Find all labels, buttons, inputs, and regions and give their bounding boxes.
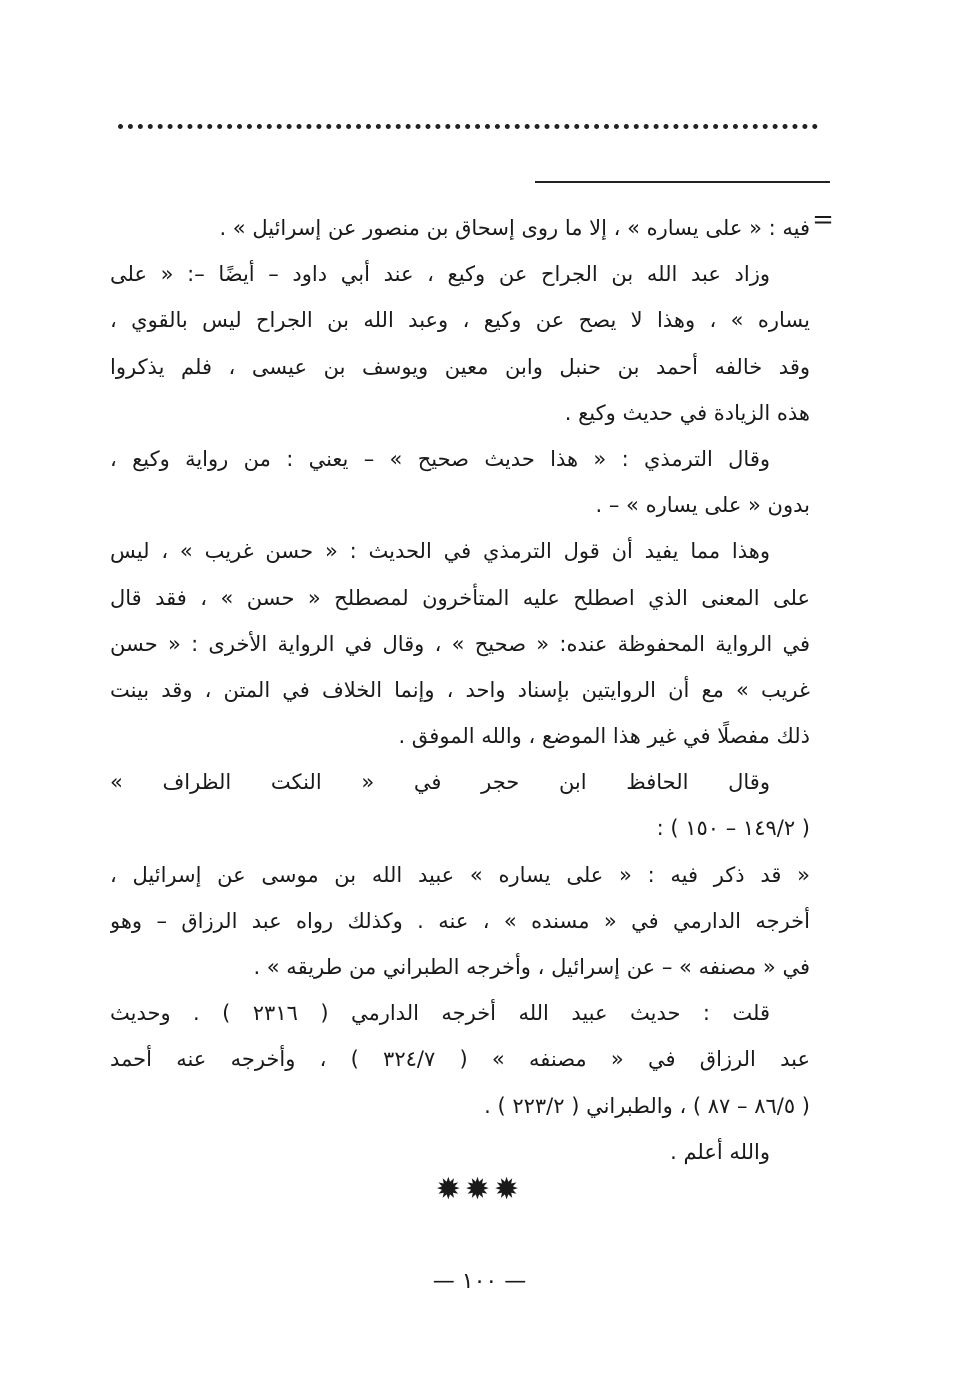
text-line: بدون « على يساره » – . — [595, 493, 810, 518]
text-line: فيه : « على يساره » ، إلا ما روى إسحاق بن منصور عن إسرائيل » . — [219, 216, 810, 240]
text-line: قلت : حديث عبيد الله أخرجه الدارمي ( ٢٣١٦ ) . وحديث — [110, 1001, 770, 1026]
page-number: — ١٠٠ — — [432, 1269, 527, 1294]
text-line: في « مصنفه » – عن إسرائيل ، وأخرجه الطبراني من طريقه » . — [253, 955, 810, 979]
text-line: على المعنى الذي اصطلح عليه المتأخرون لمصطلح « حسن » ، فقد قال — [110, 585, 810, 610]
section-ornaments: ✹✹✹ — [435, 1172, 524, 1207]
text-line: ( ١٤٩/٢ – ١٥٠ ) : — [656, 816, 810, 841]
dotted-separator — [118, 124, 818, 129]
body-text — [110, 205, 810, 1175]
text-line: أخرجه الدارمي في « مسنده » ، عنه . وكذلك رواه عبد الرزاق – وهو — [110, 908, 810, 933]
text-line: غريب » مع أن الروايتين بإسناد واحد ، وإنما الخلاف في المتن ، وقد بينت — [110, 677, 810, 702]
text-line: « قد ذكر فيه : « على يساره » عبيد الله بن موسى عن إسرائيل ، — [110, 862, 810, 887]
continuation-mark: = — [812, 205, 834, 235]
text-line: وقال الترمذي : « هذا حديث صحيح » – يعني : من رواية وكيع ، — [110, 446, 770, 471]
text-line: ذلك مفصلًا في غير هذا الموضع ، والله الموفق . — [398, 724, 810, 749]
text-line: وقال الحافظ ابن حجر في « النكت الظراف » — [110, 770, 770, 795]
text-line: وقد خالفه أحمد بن حنبل وابن معين ويوسف بن عيسى ، فلم يذكروا — [110, 354, 810, 379]
footnote-rule — [535, 181, 830, 183]
text-line: يساره » ، وهذا لا يصح عن وكيع ، وعبد الله بن الجراح ليس بالقوي ، — [110, 308, 810, 333]
text-line: هذه الزيادة في حديث وكيع . — [564, 400, 810, 425]
text-line: والله أعلم . — [670, 1139, 770, 1164]
text-line: وزاد عبد الله بن الجراح عن وكيع ، عند أبي داود – أيضًا –: « على — [110, 262, 770, 287]
text-line: وهذا مما يفيد أن قول الترمذي في الحديث : « حسن غريب » ، ليس — [110, 539, 770, 564]
text-line: عبد الرزاق في « مصنفه » ( ٣٢٤/٧ ) ، وأخرجه عنه أحمد — [110, 1047, 810, 1072]
text-line: ( ٨٦/٥ – ٨٧ ) ، والطبراني ( ٢٢٣/٢ ) . — [484, 1093, 810, 1118]
text-line: في الرواية المحفوظة عنده: « صحيح » ، وقال في الرواية الأخرى : « حسن — [110, 631, 810, 656]
